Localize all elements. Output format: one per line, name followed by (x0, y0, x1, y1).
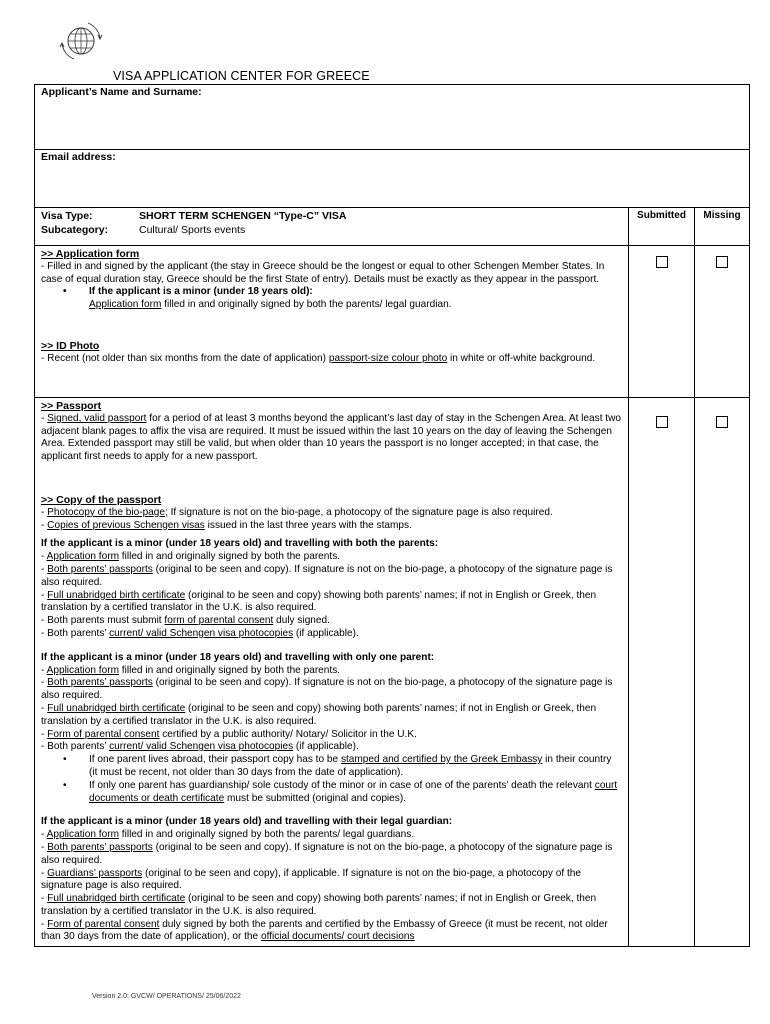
minor-one-heading: If the applicant is a minor (under 18 years old) and travelling with only one parent: (41, 651, 435, 663)
minor-guardian-item: - Application form filled in and originally signed by both the parents/ legal guardians. (41, 829, 415, 841)
name-label: Applicant’s Name and Surname: (41, 86, 202, 98)
minor-guardian-heading: If the applicant is a minor (under 18 years old) and travelling with their legal guardian: (41, 816, 453, 828)
passport-missing-checkbox[interactable] (716, 416, 728, 428)
email-row (35, 150, 750, 208)
minor-guardian-item: - Full unabridged birth certificate (original to be seen and copy) showing both parents’ names; if not in English or Greek, then translation by a certified translator in the U.K. is also required. (41, 893, 597, 917)
minor-one-item: - Full unabridged birth certificate (original to be seen and copy) showing both parents’ names; if not in English or Greek, then translation by a certified translator in the U.K. is also required. (41, 702, 597, 727)
email-label: Email address: (41, 151, 116, 163)
name-row (35, 85, 750, 150)
minor-both-heading: If the applicant is a minor (under 18 years old) and travelling with both the parents: (41, 538, 439, 550)
minor-one-bullet: • If one parent lives abroad, their passport copy has to be stamped and certified by the Greek Embassy in their country (it must be recent, not older than 30 days from the date of application). (41, 754, 622, 780)
minor-one-item: - Form of parental consent certified by a public authority/ Notary/ Solicitor in the U.K. (41, 728, 417, 740)
minor-both-item: - Both parents’ current/ valid Schengen visa photocopies (if applicable). (41, 627, 359, 639)
missing-header: Missing (703, 210, 741, 221)
passport-title: >> Passport (41, 400, 102, 412)
subcategory-value: Cultural/ Sports events (139, 224, 246, 236)
globe-arrows-icon (58, 18, 104, 64)
passport-text: - Signed, valid passport for a period of at least 3 months beyond the applicant’s last day of stay in the Schengen Area. At least two adjacent blank pages to affix the visa are required. It must be issued within the last 10 years on the day of leaving the Schengen Area. Extended passport may still be valid, but when older than 10 years the passport is no longer accepted; in that case, the applicant first needs to apply for a new passport. (41, 412, 622, 463)
application-form-title: >> Application form (41, 248, 140, 260)
page-title: VISA APPLICATION CENTER FOR GREECE (113, 69, 370, 83)
minor-guardian-item: - Guardians’ passports (original to be seen and copy), if applicable. If signature is not on the bio-page, a photocopy of the signature page is also required. (41, 867, 581, 892)
minor-guardian-item: - Both parents’ passports (original to be seen and copy). If signature is not on the bio-page, a photocopy of the signature page is also required. (41, 841, 613, 866)
minor-one-item: - Both parents’ passports (original to be seen and copy). If signature is not on the bio-page, a photocopy of the signature page is also required. (41, 677, 613, 702)
minor-application-title: • If the applicant is a minor (under 18 years old): (41, 286, 622, 299)
minor-application-text: Application form filled in and originally signed by both the parents/ legal guardian. (89, 299, 452, 311)
id-photo-title: >> ID Photo (41, 339, 100, 352)
minor-one-item: - Application form filled in and originally signed by both the parents. (41, 664, 341, 676)
passport-copy-title: >> Copy of the passport (41, 493, 162, 506)
minor-both-item: - Full unabridged birth certificate (original to be seen and copy) showing both parents’ names; if not in English or Greek, then translation by a certified translator in the U.K. is also required. (41, 589, 597, 614)
minor-one-bullet: • If only one parent has guardianship/ sole custody of the minor or in case of one of the parents’ death the relevant court documents or death certificate must be submitted (original and copies). (41, 780, 622, 806)
visa-type-row (35, 208, 750, 246)
section-application-photo (35, 246, 750, 398)
visa-type-value: SHORT TERM SCHENGEN “Type-C” VISA (139, 210, 347, 222)
submitted-header: Submitted (637, 210, 686, 221)
subcategory-label: Subcategory: (41, 224, 109, 236)
application-form-text: - Filled in and signed by the applicant (the stay in Greece should be the longest or equal to other Schengen Member States. In case of equal duration stay, Greece should be the first State of entry). Details must be exactly as they appear in the passport. (41, 260, 605, 285)
section-passport (35, 398, 750, 947)
passport-copy-line1: - Photocopy of the bio-page; If signature is not on the bio-page, a photocopy of the signature page is also required. (41, 506, 553, 518)
passport-copy-line2: - Copies of previous Schengen visas issued in the last three years with the stamps. (41, 519, 412, 531)
minor-both-item: - Both parents must submit form of parental consent duly signed. (41, 615, 330, 627)
minor-one-item: - Both parents’ current/ valid Schengen visa photocopies (if applicable). (41, 741, 359, 753)
application-missing-checkbox[interactable] (716, 256, 728, 268)
id-photo-text: - Recent (not older than six months from the date of application) passport-size colour photo in white or off-white background. (41, 352, 596, 364)
version-footer: Version 2.0: GVCW/ OPERATIONS/ 25/06/2022 (92, 993, 241, 1000)
minor-both-item: - Application form filled in and originally signed by both the parents. (41, 551, 341, 563)
passport-submitted-checkbox[interactable] (656, 416, 668, 428)
checklist-table (34, 84, 750, 947)
application-submitted-checkbox[interactable] (656, 256, 668, 268)
minor-both-item: - Both parents’ passports (original to be seen and copy). If signature is not on the bio-page, a photocopy of the signature page is also required. (41, 563, 613, 588)
minor-guardian-item: - Form of parental consent duly signed by both the parents and certified by the Embassy of Greece (it must be recent, not older than 30 days from the date of application), or the official documents/ court decisions (41, 918, 608, 943)
visa-type-label: Visa Type: (41, 210, 93, 222)
